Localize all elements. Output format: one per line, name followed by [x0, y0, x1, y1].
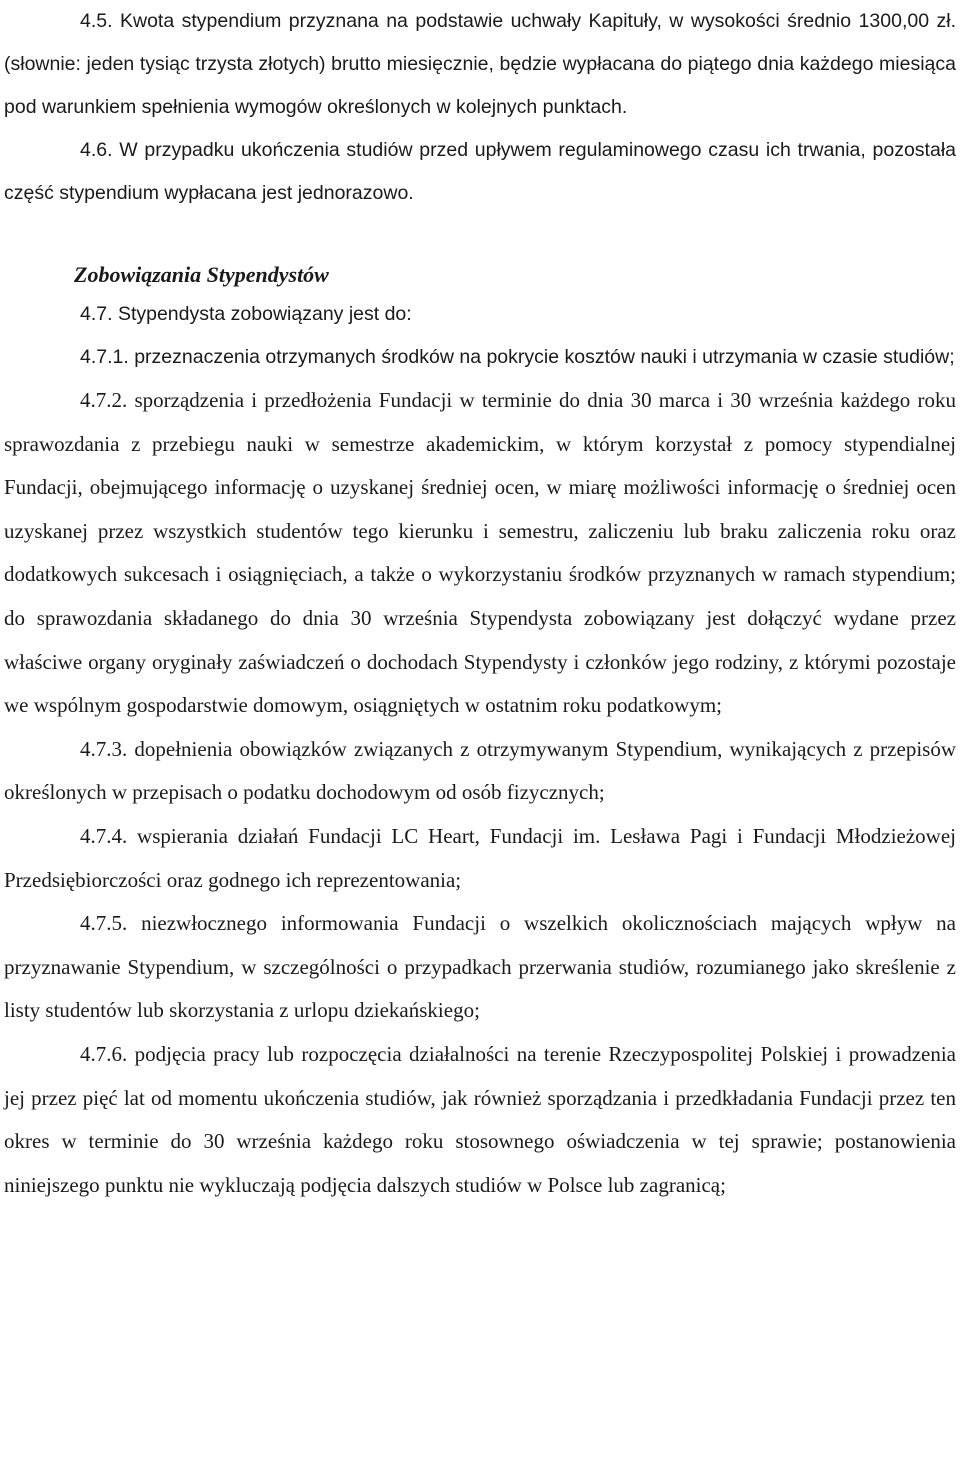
paragraph-4-7-4: 4.7.4. wspierania działań Fundacji LC Heart, Fundacji im. Lesława Pagi i Fundacji Młodzieżowej Przedsiębiorczości oraz godnego ich reprezentowania;	[4, 823, 956, 892]
document-page	[4, 0, 956, 1207]
paragraph-4-7: 4.7. Stypendysta zobowiązany jest do:	[80, 303, 412, 325]
paragraph-4-6: 4.6. W przypadku ukończenia studiów przed upływem regulaminowego czasu ich trwania, pozostała część stypendium wypłacana jest jednorazowo.	[4, 139, 956, 204]
paragraph-4-7-5: 4.7.5. niezwłocznego informowania Fundacji o wszelkich okolicznościach mających wpływ na przyznawanie Stypendium, w szczególności o przypadkach przerwania studiów, rozumianego jako skreślenie z listy studentów lub skorzystania z urlopu dziekańskiego;	[4, 911, 956, 1023]
paragraph-4-7-6: 4.7.6. podjęcia pracy lub rozpoczęcia działalności na terenie Rzeczypospolitej Polskiej i prowadzenia jej przez pięć lat od momentu ukończenia studiów, jak również sporządzania i przedkładania Fundacji przez ten okres w terminie do 30 września każdego roku stosownego oświadczenia w tej sprawie; postanowienia niniejszego punktu nie wykluczają podjęcia dalszych studiów w Polsce lub zagranicą;	[4, 1041, 956, 1197]
section-heading: Zobowiązania Stypendystów	[74, 262, 329, 287]
paragraph-4-7-3: 4.7.3. dopełnienia obowiązków związanych z otrzymywanym Stypendium, wynikających z przepisów określonych w przepisach o podatku dochodowym od osób fizycznych;	[4, 736, 956, 805]
spacer	[4, 215, 956, 257]
paragraph-4-7-1: 4.7.1. przeznaczenia otrzymanych środków na pokrycie kosztów nauki i utrzymania w czasie studiów;	[80, 346, 955, 368]
paragraph-4-7-2: 4.7.2. sporządzenia i przedłożenia Fundacji w terminie do dnia 30 marca i 30 września każdego roku sprawozdania z przebiegu nauki w semestrze akademickim, w którym korzystał z pomocy stypendialnej Fundacji, obejmującego informację o uzyskanej średniej ocen, w miarę możliwości informację o średniej ocen uzyskanej przez wszystkich studentów tego kierunku i semestru, zaliczeniu lub braku zaliczenia roku oraz dodatkowych sukcesach i osiągnięciach, a także o wykorzystaniu środków przyznanych w ramach stypendium; do sprawozdania składanego do dnia 30 września Stypendysta zobowiązany jest dołączyć wydane przez właściwe organy oryginały zaświadczeń o dochodach Stypendysty i członków jego rodziny, z którymi pozostaje we wspólnym gospodarstwie domowym, osiągniętych w ostatnim roku podatkowym;	[4, 388, 956, 718]
paragraph-4-5: 4.5. Kwota stypendium przyznana na podstawie uchwały Kapituły, w wysokości średnio 1300,00 zł. (słownie: jeden tysiąc trzysta złotych) brutto miesięcznie, będzie wypłacana do piątego dnia każdego miesiąca pod warunkiem spełnienia wymogów określonych w kolejnych punktach.	[4, 10, 956, 118]
